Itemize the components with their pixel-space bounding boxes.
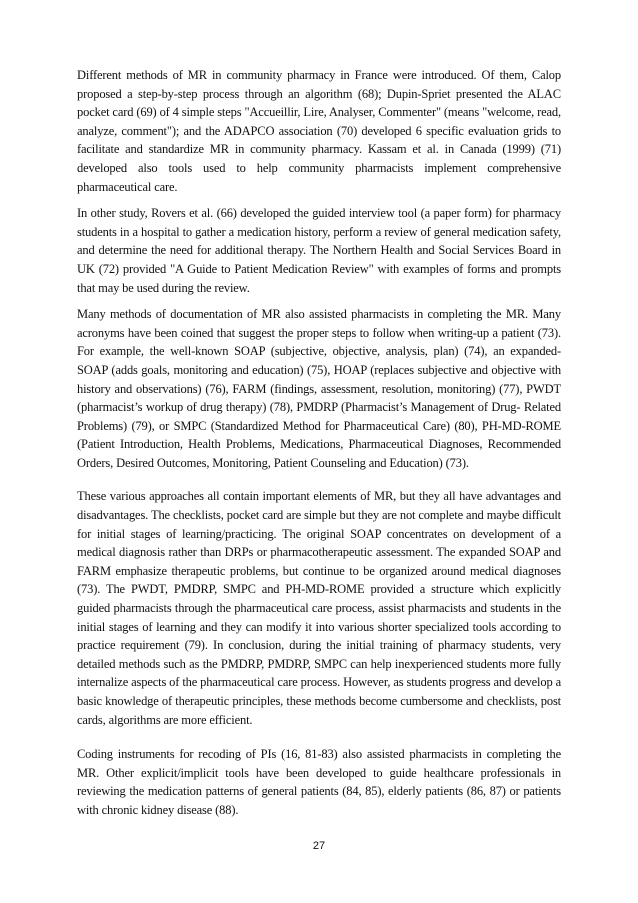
paragraph-documentation-methods: Many methods of documentation of MR also assisted pharmacists in completing the MR. Many acronyms have been coined that suggest the proper steps to follow when writing-up a patient (73). For example, the well-known SOAP (subjective, objective, analysis, plan) (74), an expanded-SOAP (adds goals, monitoring and education) (75), HOAP (replaces subjective and objective with history and observations) (76), FARM (findings, assessment, resolution, monitoring) (77), PWDT (pharmacist’s workup of drug therapy) (78), PMDRP (Pharmacist’s Management of Drug- Related Problems) (79), or SMPC (Standardized Method for Pharmaceutical Care) (80), PH-MD-ROME (Patient Introduction, Health Problems, Medications, Pharmaceutical Diagnoses, Recommended Orders, Desired Outcomes, Monitoring, Patient Counseling and Education) (73). (77, 307, 561, 470)
paragraph-guided-interview-tool: In other study, Rovers et al. (66) developed the guided interview tool (a paper form) for pharmacy students in a hospital to gather a medication history, perform a review of general medication safety, and determine the need for additional therapy. The Northern Health and Social Services Board in UK (72) provided "A Guide to Patient Medication Review" with examples of forms and prompts that may be used during the review. (77, 206, 561, 295)
page-body (77, 66, 561, 820)
page-number: 27 (312, 840, 326, 852)
paragraph-coding-instruments: Coding instruments for recoding of PIs (16, 81-83) also assisted pharmacists in completing the MR. Other explicit/implicit tools have been developed to guide healthcare professionals in reviewing the medication patterns of general patients (84, 85), elderly patients (86, 87) or patients with chronic kidney disease (88). (77, 747, 561, 817)
paragraph-mr-methods-france: Different methods of MR in community pharmacy in France were introduced. Of them, Calop proposed a step-by-step process through an algorithm (68); Dupin-Spriet presented the ALAC pocket card (69) of 4 simple steps "Accueillir, Lire, Analyser, Commenter" (means "welcome, read, analyze, comment"); and the ADAPCO association (70) developed 6 specific evaluation grids to facilitate and standardize MR in community pharmacy. Kassam et al. in Canada (1999) (71) developed also tools used to help community pharmacists implement comprehensive pharmaceutical care. (77, 68, 561, 194)
paragraph-approaches-comparison: These various approaches all contain important elements of MR, but they all have advantages and disadvantages. The checklists, pocket card are simple but they are not complete and maybe difficult for initial stages of learning/practicing. The original SOAP concentrates on development of a medical diagnosis rather than DRPs or pharmacotherapeutic assessment. The expanded SOAP and FARM emphasize therapeutic problems, but continue to be organized around medical diagnoses (73). The PWDT, PMDRP, SMPC and PH-MD-ROME provided a structure which explicitly guided pharmacists through the pharmaceutical care process, assist pharmacists and students in the initial stages of learning and they can modify it into various shorter specialized tools according to practice requirement (79). In conclusion, during the initial training of pharmacy students, very detailed methods such as the PMDRP, PMDRP, SMPC can help inexperienced students more fully internalize aspects of the pharmaceutical care process. However, as students progress and develop a basic knowledge of therapeutic principles, these methods become cumbersome and checklists, post cards, algorithms are more efficient. (77, 489, 561, 727)
